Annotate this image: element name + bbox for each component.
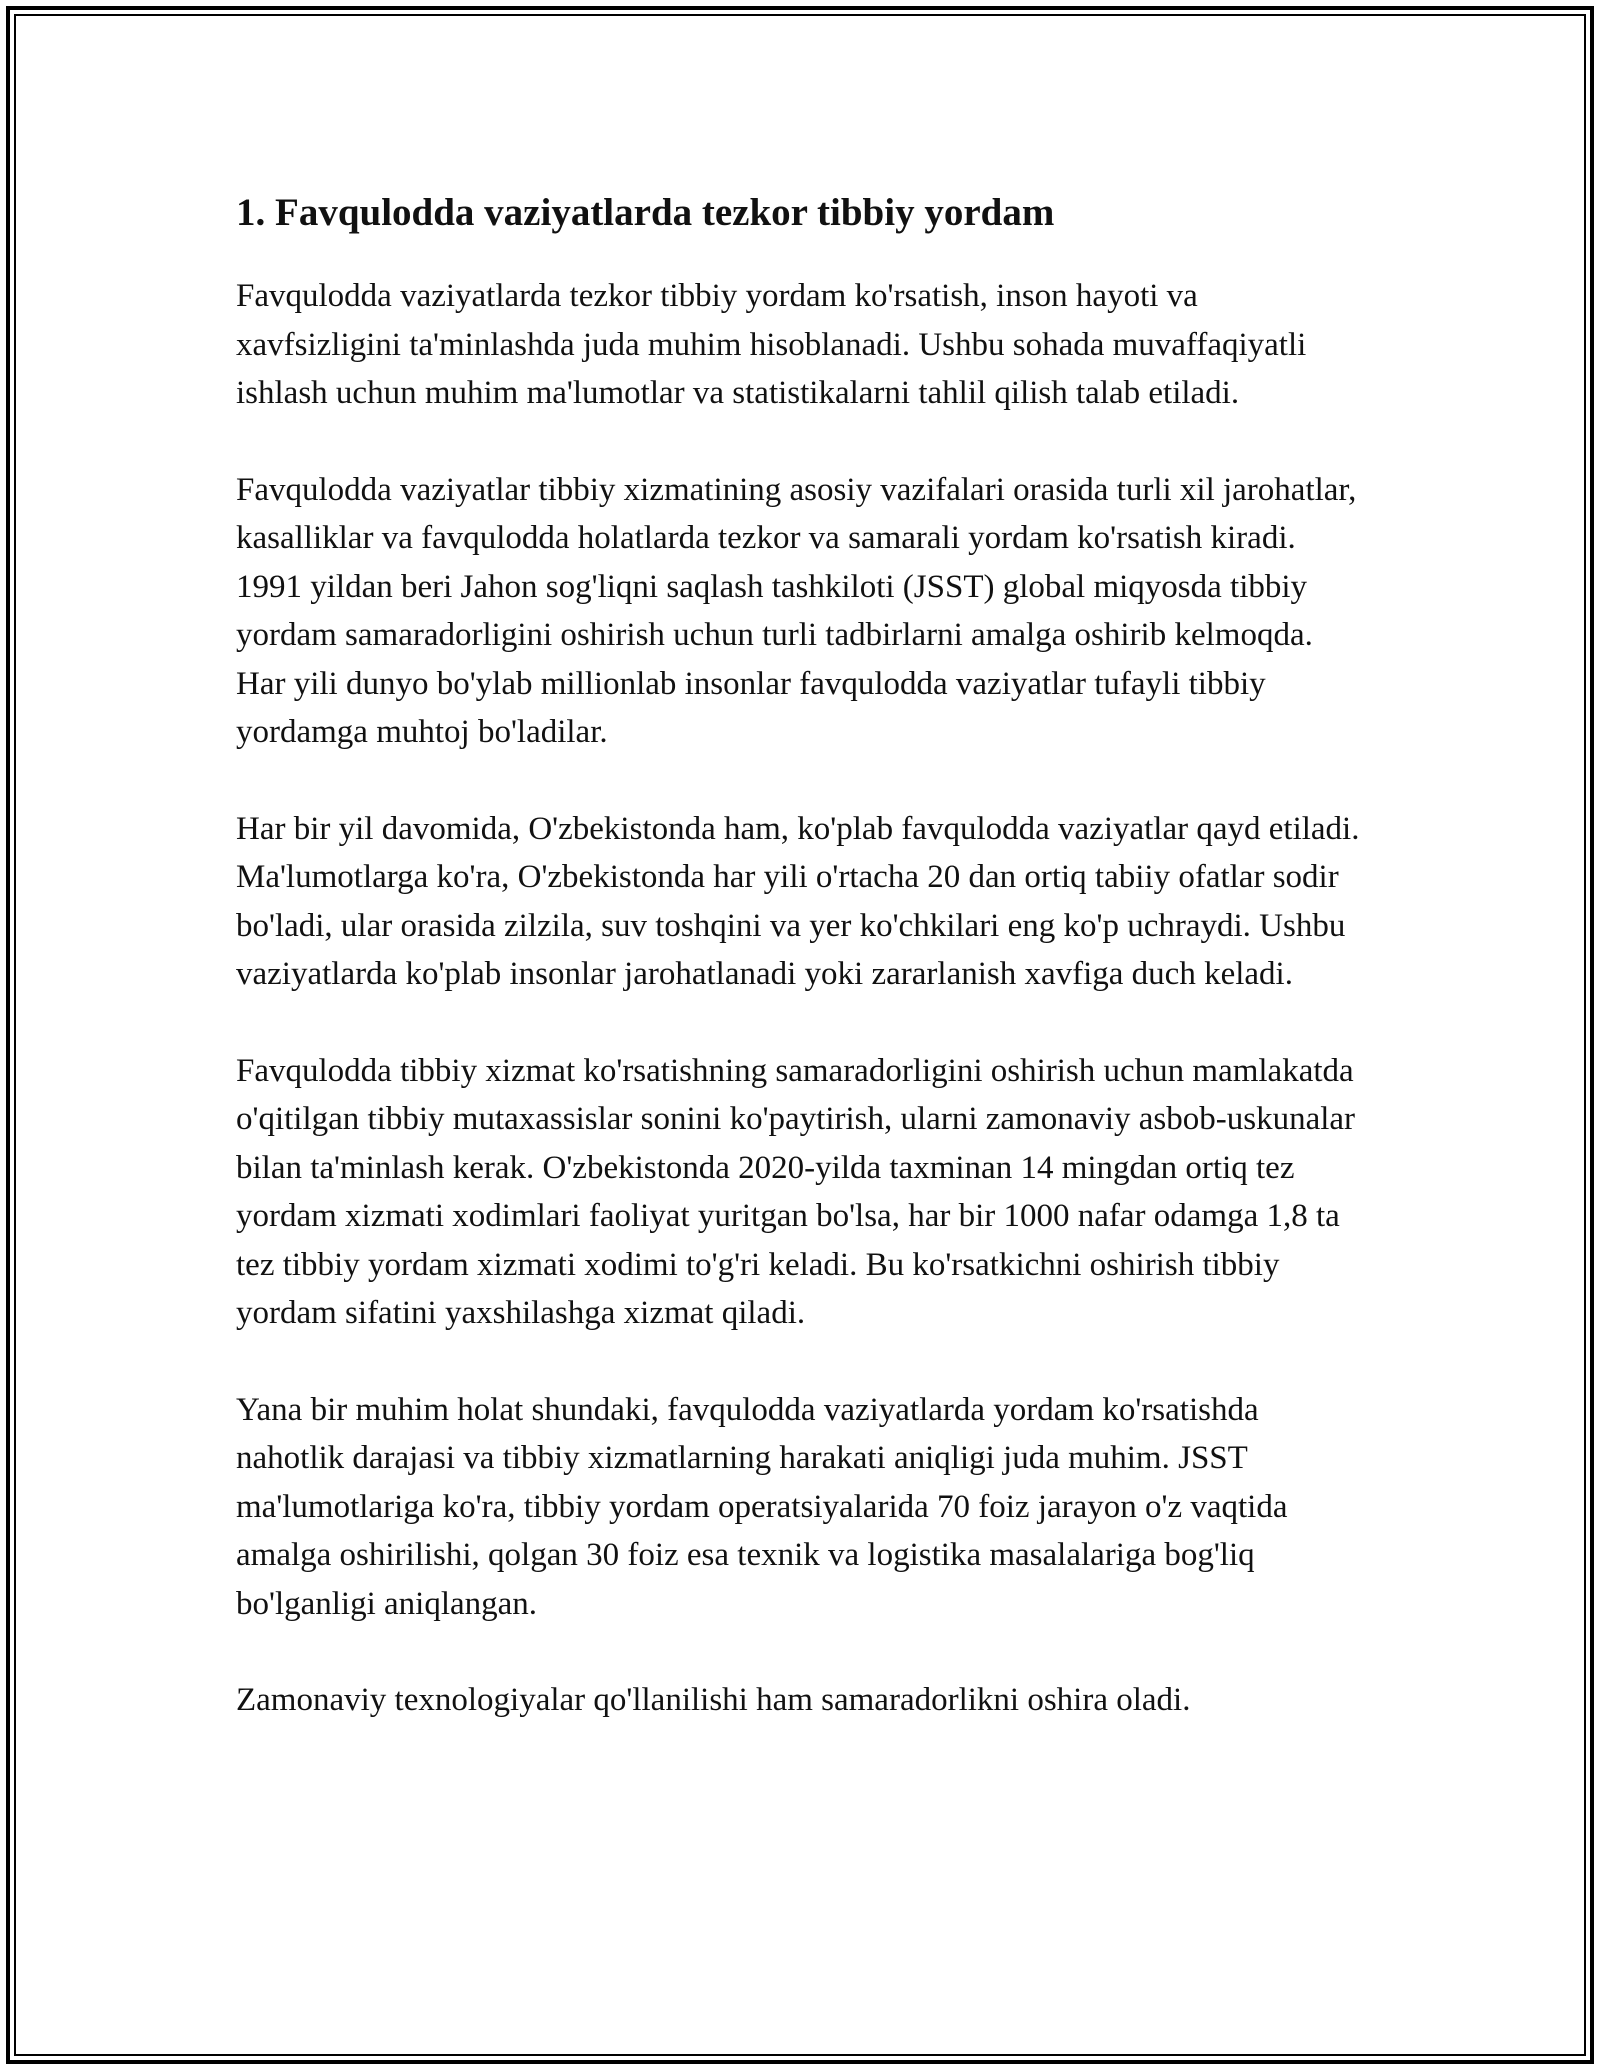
paragraph-5: Yana bir muhim holat shundaki, favqulodda vaziyatlarda yordam ko'rsatishda nahotlik darajasi va tibbiy xizmatlarning harakati aniqligi juda muhim. JSST ma'lumotlariga ko'ra, tibbiy yordam operatsiyalarida 70 foiz jarayon o'z vaqtida amalga oshirilishi, qolgan 30 foiz esa texnik va logistika masalalariga bog'liq bo'lganligi aniqlangan. <box>236 1391 1288 1622</box>
section-heading: 1. Favqulodda vaziyatlarda tezkor tibbiy yordam <box>236 191 1055 234</box>
document-body <box>236 188 1366 1725</box>
paragraph-6: Zamonaviy texnologiyalar qo'llanilishi ham samaradorlikni oshira oladi. <box>236 1682 1191 1718</box>
paragraph-1: Favqulodda vaziyatlarda tezkor tibbiy yordam ko'rsatish, inson hayoti va xavfsizligini ta'minlashda juda muhim hisoblanadi. Ushbu sohada muvaffaqiyatli ishlash uchun muhim ma'lumotlar va statistikalarni tahlil qilish talab etiladi. <box>236 278 1307 411</box>
paragraph-4: Favqulodda tibbiy xizmat ko'rsatishning samaradorligini oshirish uchun mamlakatda o'qitilgan tibbiy mutaxassislar sonini ko'paytirish, ularni zamonaviy asbob-uskunalar bilan ta'minlash kerak. O'zbekistonda 2020-yilda taxminan 14 mingdan ortiq tez yordam xizmati xodimlari faoliyat yuritgan bo'lsa, har bir 1000 nafar odamga 1,8 ta tez tibbiy yordam xizmati xodimi to'g'ri keladi. Bu ko'rsatkichni oshirish tibbiy yordam sifatini yaxshilashga xizmat qiladi. <box>236 1052 1356 1331</box>
paragraph-3: Har bir yil davomida, O'zbekistonda ham, ko'plab favqulodda vaziyatlar qayd etiladi. Ma'lumotlarga ko'ra, O'zbekistonda har yili o'rtacha 20 dan ortiq tabiiy ofatlar sodir bo'ladi, ular orasida zilzila, suv toshqini va yer ko'chkilari eng ko'p uchraydi. Ushbu vaziyatlarda ko'plab insonlar jarohatlanadi yoki zararlanish xavfiga duch keladi. <box>236 810 1360 992</box>
paragraph-2: Favqulodda vaziyatlar tibbiy xizmatining asosiy vazifalari orasida turli xil jarohatlar, kasalliklar va favqulodda holatlarda tezkor va samarali yordam ko'rsatish kiradi. 1991 yildan beri Jahon sog'liqni saqlash tashkiloti (JSST) global miqyosda tibbiy yordam samaradorligini oshirish uchun turli tadbirlarni amalga oshirib kelmoqda. Har yili dunyo bo'ylab millionlab insonlar favqulodda vaziyatlar tufayli tibbiy yordamga muhtoj bo'ladilar. <box>236 471 1357 750</box>
